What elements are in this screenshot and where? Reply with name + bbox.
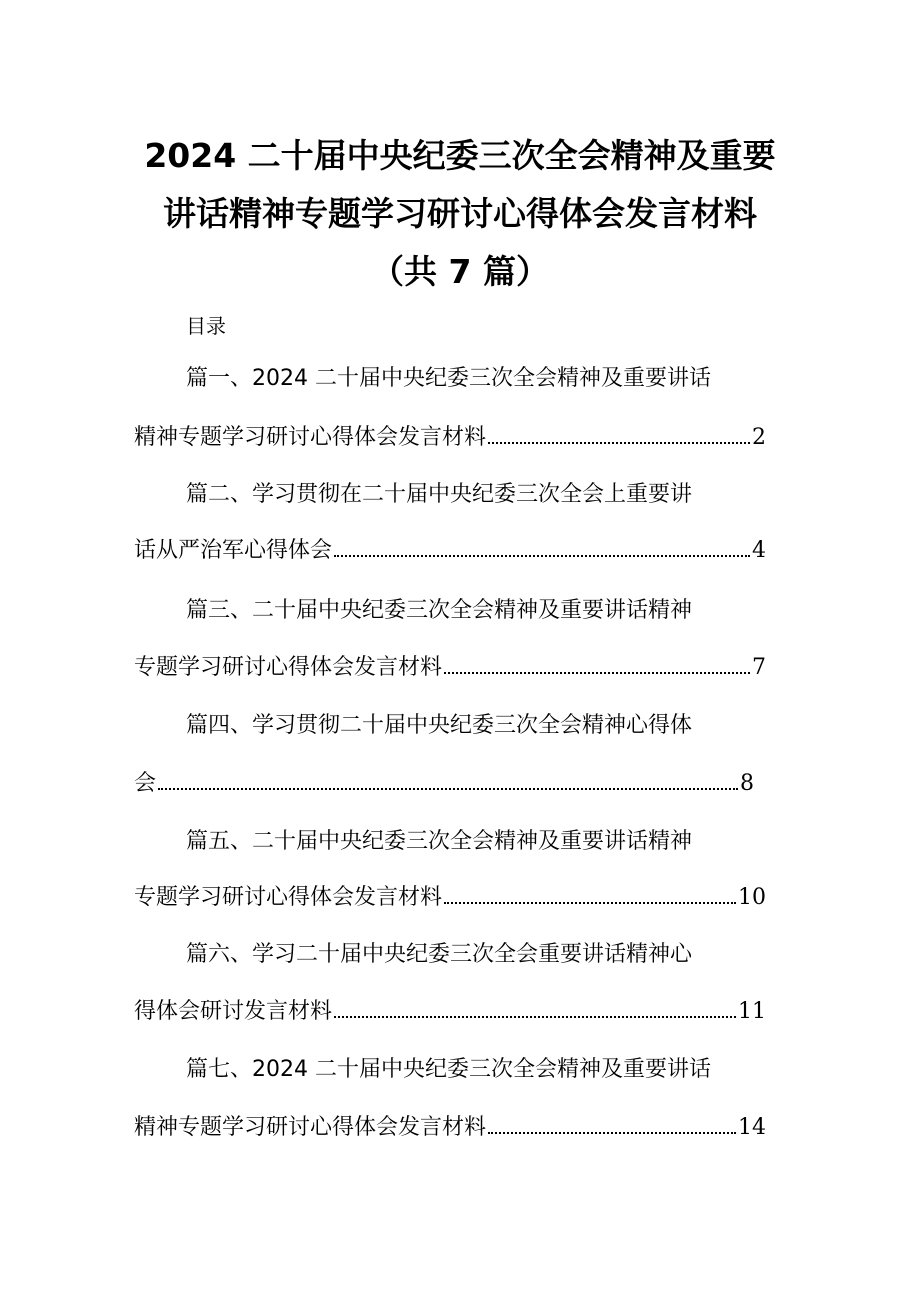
toc-entry-5-title-cont: 专题学习研讨心得体会发言材料 bbox=[134, 885, 443, 910]
toc-entry-7-line2[interactable] bbox=[134, 1113, 766, 1143]
document-title bbox=[0, 127, 920, 301]
toc-entry-7-line1[interactable]: 篇七、2024 二十届中央纪委三次全会精神及重要讲话 bbox=[186, 1057, 711, 1082]
title-line-2: 讲话精神专题学习研讨心得体会发言材料 bbox=[163, 194, 757, 233]
dot-leader bbox=[488, 1132, 736, 1134]
toc-entry-4-title-cont: 会 bbox=[134, 771, 157, 796]
toc-entry-6-line1[interactable]: 篇六、学习二十届中央纪委三次全会重要讲话精神心 bbox=[186, 942, 693, 967]
toc-entry-2-line1[interactable]: 篇二、学习贯彻在二十届中央纪委三次全会上重要讲 bbox=[186, 482, 693, 507]
toc-entry-7-page: 14 bbox=[738, 1115, 766, 1140]
dot-leader bbox=[334, 555, 750, 557]
dot-leader bbox=[334, 1016, 736, 1018]
toc-entry-3-page: 7 bbox=[752, 655, 766, 680]
dot-leader bbox=[488, 442, 750, 444]
title-line-1: 2024 二十届中央纪委三次全会精神及重要 bbox=[144, 136, 776, 175]
toc-entry-4-line2[interactable] bbox=[134, 769, 754, 799]
dot-leader bbox=[158, 788, 738, 790]
toc-entry-7-title-cont: 精神专题学习研讨心得体会发言材料 bbox=[134, 1115, 487, 1140]
toc-label: 目录 bbox=[186, 314, 226, 338]
dot-leader bbox=[444, 902, 736, 904]
toc-entry-5-line2[interactable] bbox=[134, 883, 766, 913]
toc-entry-2-line2[interactable] bbox=[134, 536, 766, 566]
toc-entry-3-line1[interactable]: 篇三、二十届中央纪委三次全会精神及重要讲话精神 bbox=[186, 598, 693, 623]
toc-entry-1-line2[interactable] bbox=[134, 423, 766, 453]
toc-entry-4-line1[interactable]: 篇四、学习贯彻二十届中央纪委三次全会精神心得体 bbox=[186, 713, 693, 738]
toc-entry-4-page: 8 bbox=[740, 771, 754, 796]
toc-entry-6-line2[interactable] bbox=[134, 997, 766, 1027]
toc-entry-6-title-cont: 得体会研讨发言材料 bbox=[134, 999, 333, 1024]
toc-entry-5-line1[interactable]: 篇五、二十届中央纪委三次全会精神及重要讲话精神 bbox=[186, 829, 693, 854]
toc-entry-5-page: 10 bbox=[738, 885, 766, 910]
toc-entry-1-line1[interactable]: 篇一、2024 二十届中央纪委三次全会精神及重要讲话 bbox=[186, 366, 711, 391]
toc-entry-2-title-cont: 话从严治军心得体会 bbox=[134, 538, 333, 563]
toc-entry-3-title-cont: 专题学习研讨心得体会发言材料 bbox=[134, 655, 443, 680]
dot-leader bbox=[444, 672, 750, 674]
title-line-3: （共 7 篇） bbox=[371, 252, 549, 291]
toc-entry-2-page: 4 bbox=[752, 538, 766, 563]
toc-entry-3-line2[interactable] bbox=[134, 653, 766, 683]
toc-entry-1-title-cont: 精神专题学习研讨心得体会发言材料 bbox=[134, 425, 487, 450]
toc-entry-1-page: 2 bbox=[752, 425, 766, 450]
toc-entry-6-page: 11 bbox=[738, 999, 766, 1024]
